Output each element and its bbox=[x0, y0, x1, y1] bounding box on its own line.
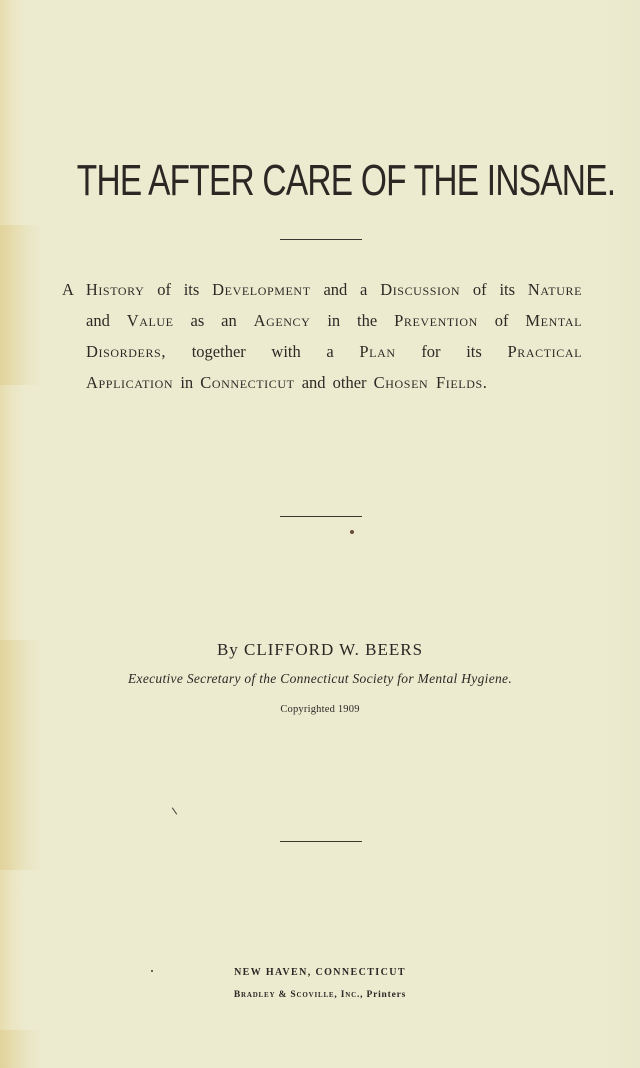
ink-speck bbox=[350, 530, 354, 534]
author-affiliation: Executive Secretary of the Connecticut Society for Mental Hygiene. bbox=[127, 671, 513, 686]
paper-stain-upper bbox=[0, 225, 42, 385]
ink-tick-mark bbox=[172, 807, 177, 814]
paper-stain-bottom bbox=[0, 1030, 42, 1068]
divider-rule-bottom bbox=[280, 841, 362, 842]
printer-line bbox=[0, 990, 640, 1000]
printer-name: Bradley & Scoville, Inc., bbox=[233, 990, 364, 1000]
printer-role: Printers bbox=[366, 990, 407, 1000]
book-title: THE AFTER CARE OF THE INSANE. bbox=[76, 156, 616, 205]
subtitle-line-3: Disorders, together with a Plan for its Practical bbox=[86, 342, 583, 361]
byline-prefix: By bbox=[216, 640, 239, 659]
subtitle-line-4: Application in Connecticut and other Chosen Fields. bbox=[86, 373, 488, 392]
divider-rule-middle bbox=[280, 516, 362, 517]
subtitle-line-1: A History of its Development and a Discussion of its Nature bbox=[62, 280, 583, 299]
author-byline bbox=[0, 640, 640, 660]
book-subtitle bbox=[62, 274, 582, 398]
copyright-notice: Copyrighted 1909 bbox=[280, 704, 360, 715]
subtitle-line-2: and Value as an Agency in the Prevention of Mental bbox=[86, 311, 583, 330]
divider-rule-top bbox=[280, 239, 362, 240]
publisher-location: NEW HAVEN, CONNECTICUT bbox=[234, 967, 406, 978]
author-name: CLIFFORD W. BEERS bbox=[244, 640, 424, 659]
